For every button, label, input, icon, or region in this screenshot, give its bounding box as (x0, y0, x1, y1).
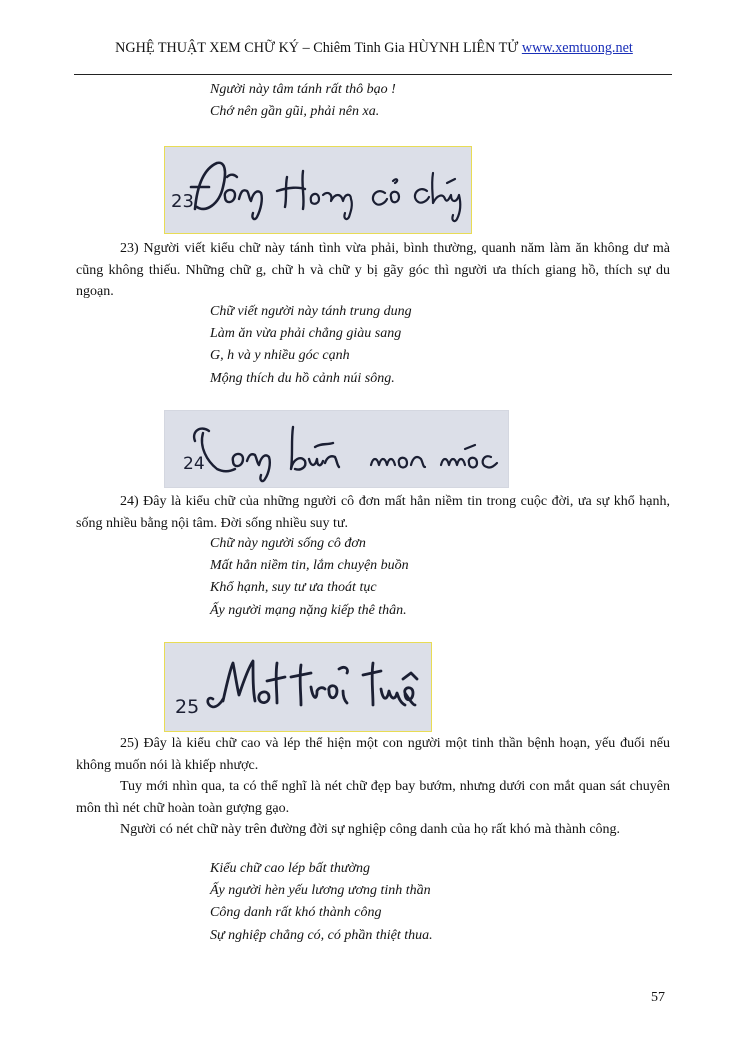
verse-line: Làm ăn vừa phải chẳng giàu sang (210, 326, 402, 342)
verse-line: Công danh rất khó thành công (210, 905, 382, 921)
verse-line: Khổ hạnh, suy tư ưa thoát tục (210, 580, 377, 596)
verse-line: Chữ viết người này tánh trung dung (210, 304, 412, 319)
verse-line: Ấy người mạng nặng kiếp thê thân. (210, 602, 407, 618)
verse-line: Ấy người hèn yếu lương ương tinh thần (210, 883, 431, 899)
verse-line: Chớ nên gần gũi, phải nên xa. (210, 104, 380, 120)
website-link[interactable]: www.xemtuong.net (521, 40, 633, 56)
verse-line: Kiểu chữ cao lép bất thường (210, 861, 370, 876)
page-header (76, 40, 672, 57)
intro-verse (210, 79, 396, 123)
handwriting-sample-23 (164, 146, 472, 234)
verse-line: Chữ này người sống cô đơn (210, 536, 366, 551)
paragraph: 25) Đây là kiểu chữ cao và lép thể hiện một con người một tinh thần bệnh hoạn, yếu đuối nếu không muốn nói là khiếp nhược. (76, 736, 670, 773)
section-24-paragraph: 24) Đây là kiểu chữ của những người cô đơn mất hẳn niềm tin trong cuộc đời, ưa sự khổ hạnh, sống nhiều bằng nội tâm. Đời sống nhiều suy tư. (76, 494, 670, 531)
verse-line: Mất hẳn niềm tin, lắm chuyện buồn (210, 558, 409, 574)
header-title: NGHỆ THUẬT XEM CHỮ KÝ – Chiêm Tinh Gia HÙYNH LIÊN TỬ (115, 40, 519, 56)
verse-line: Sự nghiệp chẳng có, có phần thiệt thua. (210, 927, 433, 943)
handwriting-sample-25 (164, 642, 432, 732)
paragraph: Người có nét chữ này trên đường đời sự nghiệp công danh của họ rất khó mà thành công. (120, 822, 621, 837)
section-25-paragraphs (76, 733, 670, 841)
paragraph: Tuy mới nhìn qua, ta có thể nghĩ là nét chữ đẹp bay bướm, nhưng dưới con mắt quan sát chuyên môn thì nét chữ hoàn toàn gượng gạo. (76, 779, 670, 816)
section-23-paragraph: 23) Người viết kiểu chữ này tánh tình vừa phải, bình thường, quanh năm làm ăn không dư mà cũng không thiếu. Những chữ g, chữ h và chữ y bị gãy góc thì người ưa thích giang hồ, thích sự du ngoạn. (76, 241, 670, 299)
svg-text:23: 23 (171, 191, 194, 212)
handwriting-sample-24 (164, 410, 509, 488)
header-rule (74, 74, 672, 75)
svg-text:24: 24 (183, 454, 205, 474)
verse-line: G, h và y nhiều góc cạnh (210, 348, 350, 364)
verse-line: Mộng thích du hồ cảnh núi sông. (210, 370, 395, 386)
section-23-verse (210, 301, 412, 390)
section-24-verse (210, 533, 409, 622)
verse-line: Người này tâm tánh rất thô bạo ! (210, 82, 396, 97)
section-25-verse (210, 858, 433, 947)
svg-text:25: 25 (175, 696, 200, 718)
page-number: 57 (651, 990, 665, 1005)
